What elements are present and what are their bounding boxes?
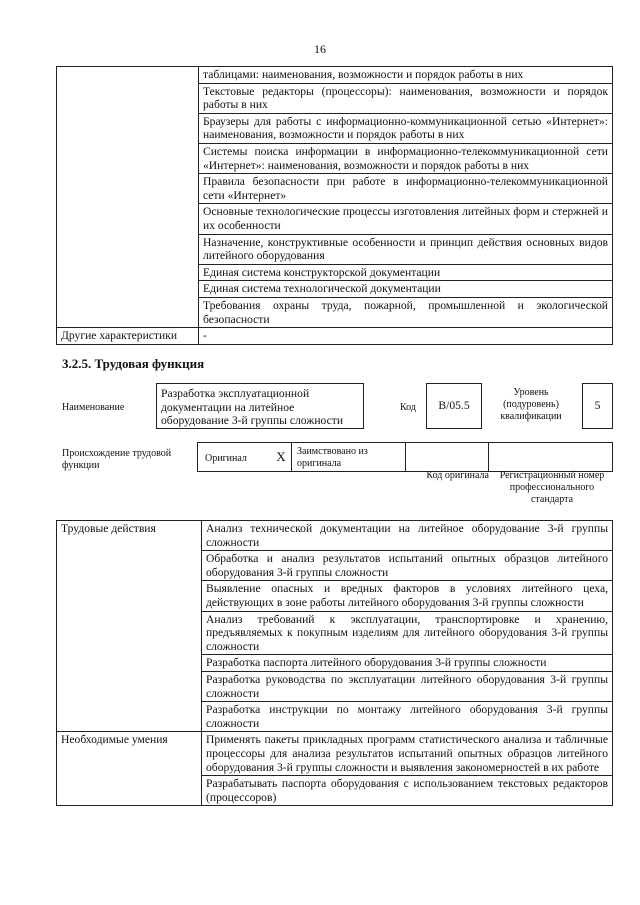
action-item: Разработка паспорта литейного оборудования 3-й группы сложности [202, 655, 613, 672]
knowledge-item: Браузеры для работы с информационно-коммуникационной сетью «Интернет»: наименования, возможности и порядок работы в них [199, 113, 613, 143]
action-item: Разработка инструкции по монтажу литейного оборудования 3-й группы сложности [202, 702, 613, 732]
code-original-caption: Код оригинала [426, 470, 489, 481]
page-number: 16 [314, 42, 326, 56]
other-characteristics-value: - [199, 328, 613, 345]
actions-label: Трудовые действия [57, 521, 202, 732]
level-label: Уровень (подуровень) квалификации [500, 387, 562, 422]
action-item: Анализ требований к эксплуатации, транспортировке и хранению, предъявляемых к покупным изделиям для литейного оборудования 3-й группы сложности [202, 611, 613, 655]
labor-function-table [56, 520, 613, 806]
name-value: Разработка эксплуатационной документации на литейное оборудование 3-й группы сложности [161, 387, 344, 428]
knowledge-item: Текстовые редакторы (процессоры): наименования, возможности и порядок работы в них [199, 83, 613, 113]
knowledge-item: Системы поиска информации в информационно-телекоммуникационной сети «Интернет»: наименования, возможности и порядок работы в них [199, 143, 613, 173]
table-row [57, 521, 613, 551]
original-mark: X [276, 449, 286, 464]
section-heading: 3.2.5. Трудовая функция [62, 356, 205, 371]
knowledge-item: Единая система конструкторской документации [199, 264, 613, 281]
skills-label: Необходимые умения [57, 732, 202, 806]
knowledge-item: Назначение, конструктивные особенности и принцип действия основных видов литейного оборудования [199, 234, 613, 264]
knowledge-item: Правила безопасности при работе в информационно-телекоммуникационной сети «Интернет» [199, 174, 613, 204]
action-item: Выявление опасных и вредных факторов в условиях литейного цеха, действующих в зоне работы литейного оборудования 3-й группы сложности [202, 581, 613, 611]
skill-item: Разрабатывать паспорта оборудования с использованием текстовых редакторов (процессоров) [202, 776, 613, 806]
code-label: Код [400, 402, 416, 413]
code-original-box [405, 442, 489, 472]
skill-item: Применять пакеты прикладных программ статистического анализа и табличные процессоры для анализа результатов испытаний опытных образцов литейного оборудования 3-й группы сложности и выявления закономерностей в их работе [202, 732, 613, 776]
row-label-cell [57, 67, 199, 328]
action-item: Разработка руководства по эксплуатации литейного оборудования 3-й группы сложности [202, 671, 613, 701]
knowledge-table [56, 66, 613, 345]
code-value: B/05.5 [438, 399, 470, 412]
action-item: Обработка и анализ результатов испытаний опытных образцов литейного оборудования 3-й группы сложности [202, 551, 613, 581]
level-value: 5 [594, 399, 601, 412]
knowledge-item: Единая система технологической документации [199, 281, 613, 298]
borrowed-label: Заимствовано из оригинала [297, 446, 368, 469]
table-row [57, 67, 613, 84]
original-label: Оригинал [205, 453, 247, 464]
knowledge-item: Требования охраны труда, пожарной, промышленной и экологической безопасности [199, 297, 613, 327]
action-item: Анализ технической документации на литейное оборудование 3-й группы сложности [202, 521, 613, 551]
table-row [57, 732, 613, 776]
reg-number-box [488, 442, 613, 472]
other-characteristics-label: Другие характеристики [57, 328, 199, 345]
name-label: Наименование [62, 402, 125, 413]
table-row [57, 328, 613, 345]
knowledge-item: Основные технологические процессы изготовления литейных форм и стержней и их особенности [199, 204, 613, 234]
reg-number-caption: Регистрационный номер профессионального стандарта [499, 470, 605, 505]
knowledge-item: таблицами: наименования, возможности и порядок работы в них [199, 67, 613, 84]
origin-label: Происхождение трудовой функции [62, 448, 172, 471]
